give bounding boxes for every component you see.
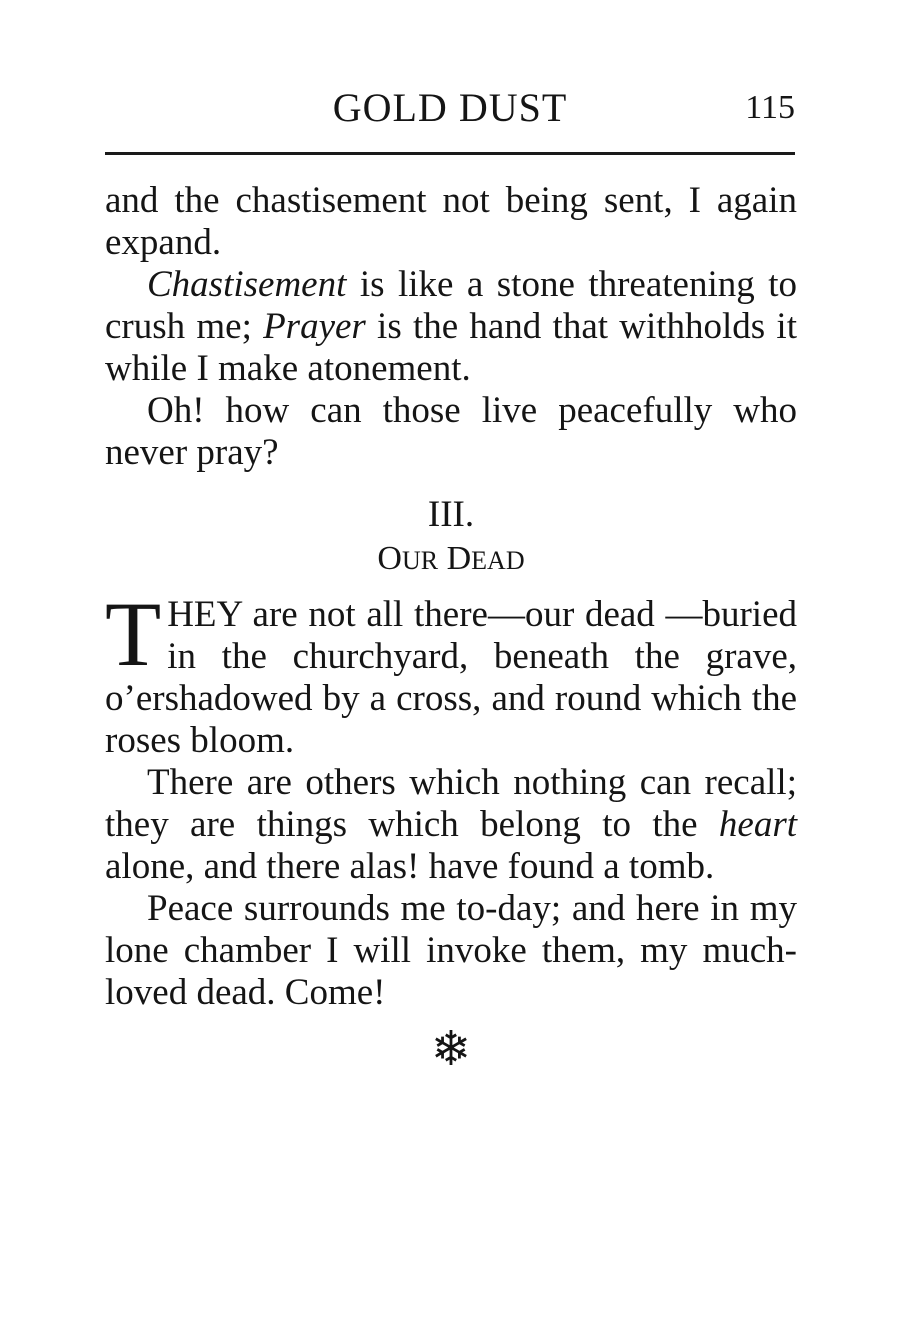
emphasis-heart: heart bbox=[718, 804, 797, 845]
drop-cap: T bbox=[105, 583, 162, 685]
running-title: GOLD DUST bbox=[332, 85, 568, 130]
emphasis-chastisement: Chastisement bbox=[147, 264, 347, 305]
section-number: III. bbox=[427, 494, 475, 535]
paragraph-others bbox=[105, 762, 797, 888]
paragraph-continuation: and the chastisement not being sent, I again expand. bbox=[105, 180, 797, 263]
paragraph-text: HEY are not all there—our dead —buried in the churchyard, beneath the grave, o’ershadowed by a cross, and round which the roses bloom. bbox=[105, 594, 797, 761]
paragraph-prayer-question: Oh! how can those live peacefully who never pray? bbox=[105, 390, 797, 473]
paragraph-text: There are others which nothing can recall; they are things which belong to the bbox=[105, 762, 797, 845]
paragraph-text: is like a stone threatening to crush me; bbox=[105, 264, 797, 347]
paragraph-text: is the hand that withholds it while I make atonement. bbox=[105, 306, 797, 389]
section-title bbox=[105, 538, 797, 582]
title-cap: O bbox=[377, 540, 402, 577]
paragraph-our-dead bbox=[105, 583, 797, 762]
running-head bbox=[105, 84, 795, 132]
paragraph-peace: Peace surrounds me to-day; and here in my lone chamber I will invoke them, my much-loved dead. Come! bbox=[105, 888, 797, 1013]
page-number: 115 bbox=[745, 89, 795, 126]
header-rule bbox=[105, 152, 795, 155]
title-small-caps: UR bbox=[401, 546, 439, 575]
emphasis-prayer: Prayer bbox=[263, 306, 366, 347]
paragraph-chastisement bbox=[105, 264, 797, 390]
title-cap: D bbox=[446, 540, 472, 577]
snowflake-ornament-icon: ❄ bbox=[430, 1023, 472, 1076]
paragraph-text: alone, and there alas! have found a tomb. bbox=[105, 846, 715, 887]
body-text bbox=[105, 180, 797, 1078]
title-small-caps: EAD bbox=[471, 546, 525, 575]
